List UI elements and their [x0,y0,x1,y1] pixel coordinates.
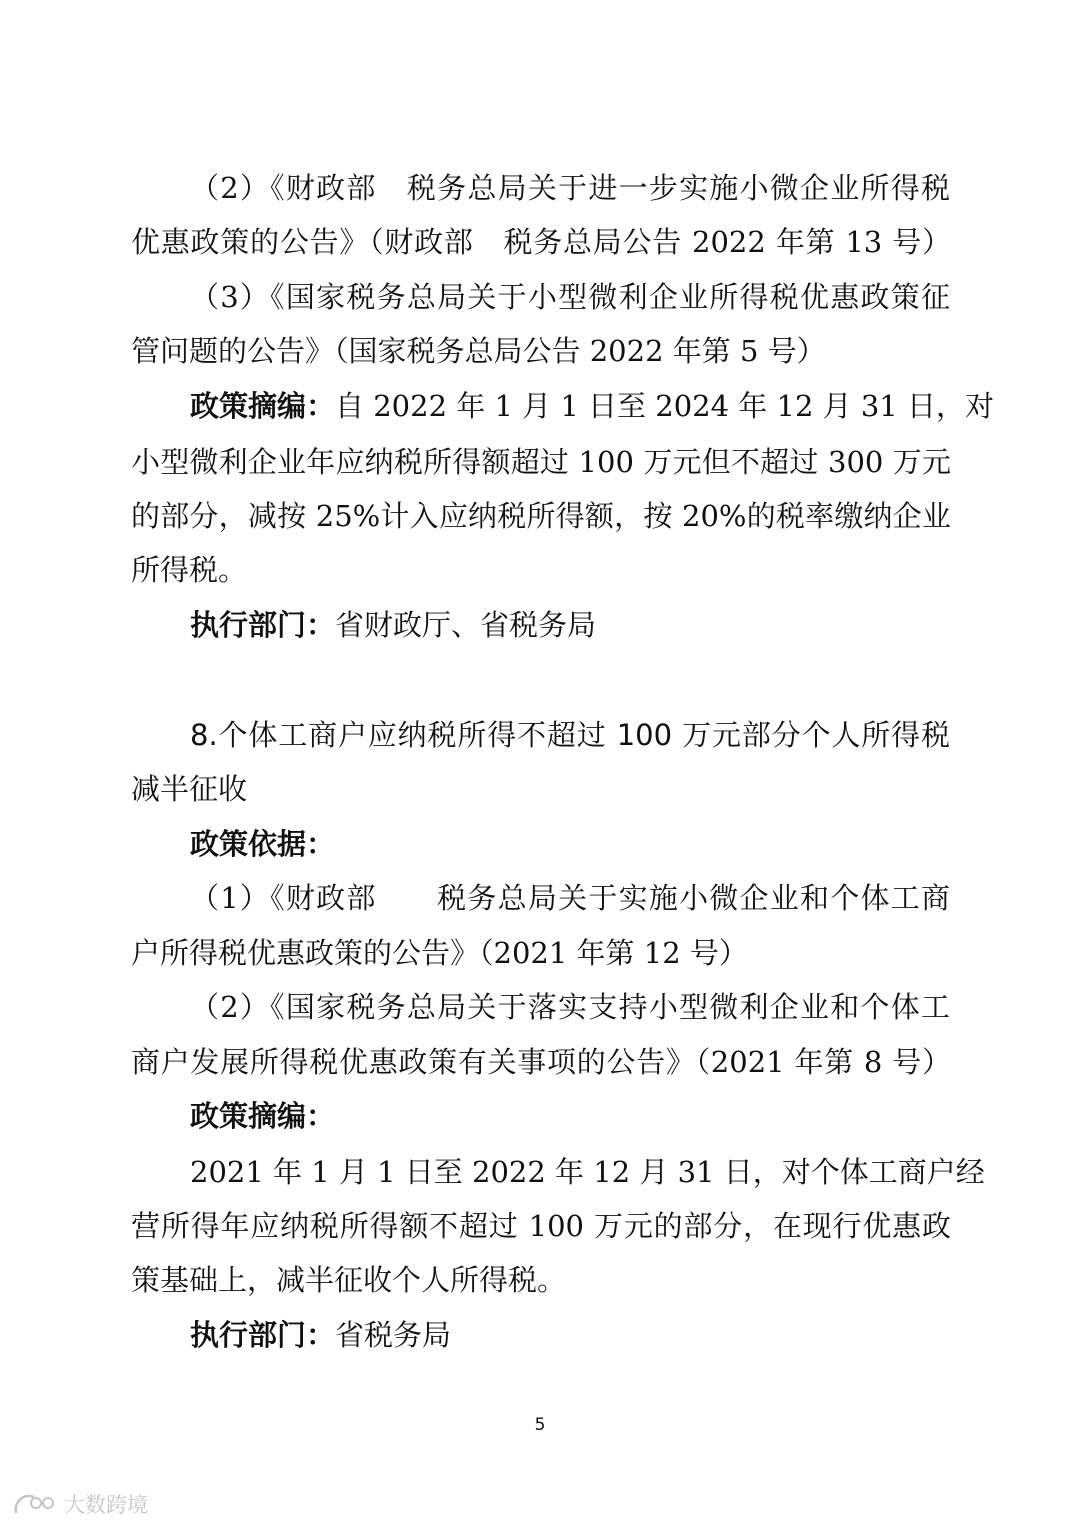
policy-summary-text: 自 2022 年 1 月 1 日至 2024 年 12 月 31 日，对 [335,389,994,423]
watermark-logo-icon [12,1489,60,1519]
department-label: 执行部门： [190,1318,336,1352]
paragraph-line: 所得税。 [131,553,248,587]
paragraph-line: （1）《财政部 税务总局关于实施小微企业和个体工商 [190,881,950,915]
paragraph-line: 营所得年应纳税所得额不超过 100 万元的部分，在现行优惠政 [131,1209,951,1243]
paragraph-line: 户所得税优惠政策的公告》（2021 年第 12 号） [131,936,748,970]
watermark [12,1489,148,1519]
paragraph-line: 的部分，减按 25%计入应纳税所得额，按 20%的税率缴纳企业 [131,499,951,533]
paragraph-line: 优惠政策的公告》（财政部 税务总局公告 2022 年第 13 号） [131,225,951,259]
policy-basis-line [190,824,950,864]
department-line [190,605,950,645]
department-label: 执行部门： [190,608,336,642]
paragraph-line: 商户发展所得税优惠政策有关事项的公告》（2021 年第 8 号） [131,1045,951,1079]
paragraph-line: 策基础上，减半征收个人所得税。 [131,1263,567,1297]
policy-summary-line [190,386,994,426]
paragraph-line: （2）《财政部 税务总局关于进一步实施小微企业所得税 [190,171,950,205]
policy-summary-label: 政策摘编： [190,389,336,423]
paragraph-line: （3）《国家税务总局关于小型微利企业所得税优惠政策征 [190,280,950,314]
section-heading-cont: 减半征收 [131,772,248,806]
policy-basis-label: 政策依据： [190,827,336,861]
page-number: 5 [534,1415,546,1435]
paragraph-line: 2021 年 1 月 1 日至 2022 年 12 月 31 日，对个体工商户经 [190,1155,985,1189]
department-text: 省财政厅、省税务局 [335,608,597,642]
paragraph-line: （2）《国家税务总局关于落实支持小型微利企业和个体工 [190,990,950,1024]
paragraph-line: 管问题的公告》（国家税务总局公告 2022 年第 5 号） [131,334,826,368]
section-heading: 8.个体工商户应纳税所得不超过 100 万元部分个人所得税 [190,718,950,752]
watermark-text: 大数跨境 [64,1493,148,1517]
department-line [190,1315,950,1355]
department-text: 省税务局 [335,1318,452,1352]
paragraph-line: 小型微利企业年应纳税所得额超过 100 万元但不超过 300 万元 [131,445,951,479]
policy-summary-label: 政策摘编： [190,1099,336,1133]
policy-summary-line [190,1096,950,1136]
